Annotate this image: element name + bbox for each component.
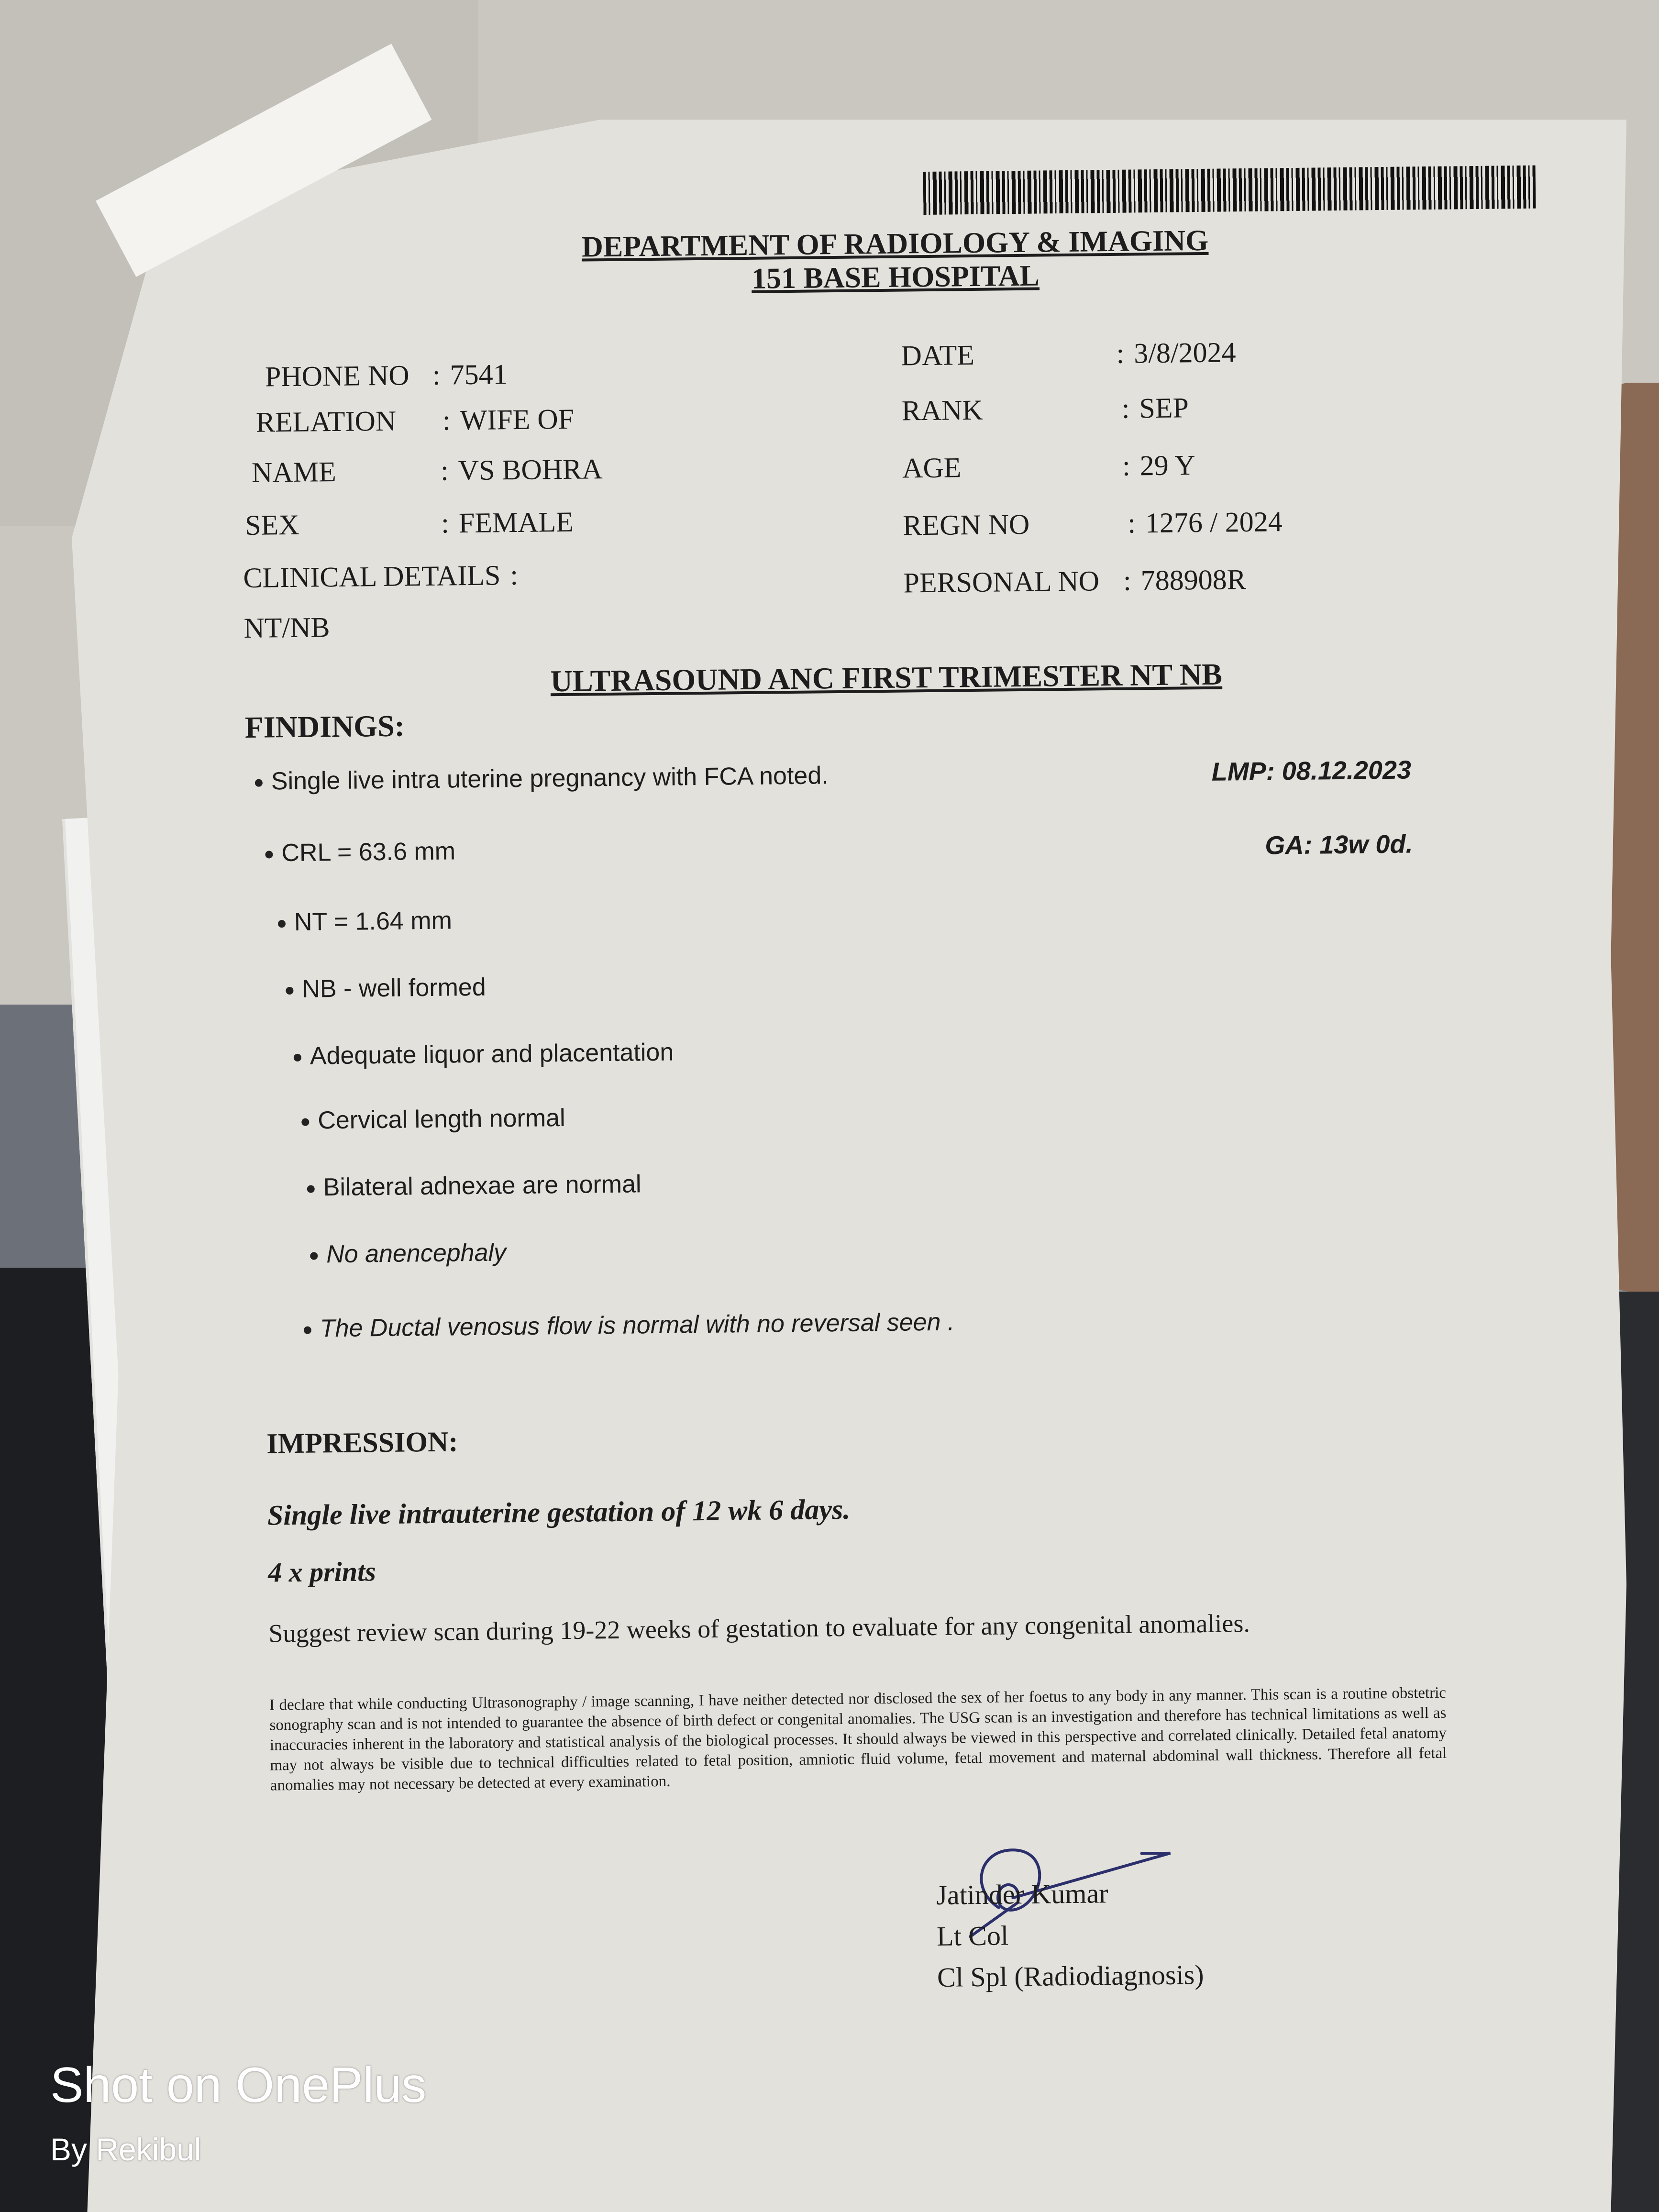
finding-item: Bilateral adnexae are normal <box>307 1170 641 1202</box>
finding-item: The Ductal venosus flow is normal with no reversal seen . <box>304 1308 955 1343</box>
bullet-icon <box>265 851 273 859</box>
field-age: AGE : 29 Y <box>902 449 1196 484</box>
signatory-rank: Lt Col <box>936 1920 1009 1952</box>
declaration-text: I declare that while conducting Ultrasonography / image scanning, I have neither detected nor disclosed the sex of her foetus to any body in any manner. This scan is a routine obstetric sonography scan and is not intended to guarantee the absence of birth defect or congenital anomalies. The USG scan is an investigation and therefore has technical limitations as well as inaccuracies inherent in the laboratory and statistical analysis of the biological processes. It should always be viewed in this perspective and correlated clinically. Detailed fetal anatomy may not always be visible due to technical difficulties related to fetal position, amniotic fluid volume, fetal movement and maternal abdominal wall thickness. Therefore all fetal anomalies may not necessary be detected at every examination. <box>269 1684 1447 1794</box>
camera-watermark-title: Shot on OnePlus <box>50 2057 427 2113</box>
field-value: VS BOHRA <box>458 453 603 487</box>
bullet-icon <box>310 1252 318 1260</box>
review-suggestion: Suggest review scan during 19-22 weeks of gestation to evaluate for any congenital anomalies. <box>268 1609 1250 1648</box>
bullet-icon <box>278 920 286 928</box>
field-rank: RANK : SEP <box>901 392 1189 427</box>
field-clinical-details: CLINICAL DETAILS : <box>243 559 519 594</box>
report-content <box>230 166 1541 2045</box>
field-phone: PHONE NO : 7541 <box>265 358 508 393</box>
field-value: 7541 <box>450 358 508 391</box>
signatory-name: Jatinder Kumar <box>936 1878 1108 1911</box>
impression-heading: IMPRESSION: <box>266 1426 458 1460</box>
field-regn-no: REGN NO : 1276 / 2024 <box>902 506 1283 542</box>
field-value: 3/8/2024 <box>1133 336 1236 369</box>
finding-item: CRL = 63.6 mm <box>265 837 455 867</box>
finding-item: Cervical length normal <box>301 1104 565 1135</box>
report-header <box>546 223 1245 298</box>
field-value: 29 Y <box>1139 449 1196 482</box>
bullet-icon <box>307 1185 315 1193</box>
signatory-designation: Cl Spl (Radiodiagnosis) <box>937 1959 1204 1993</box>
finding-item: Adequate liquor and placentation <box>294 1038 674 1071</box>
field-value: WIFE OF <box>460 403 575 436</box>
field-name: NAME : VS BOHRA <box>251 453 603 488</box>
bullet-icon <box>301 1118 309 1126</box>
barcode <box>923 166 1536 215</box>
ga-note: GA: 13w 0d. <box>1265 830 1413 860</box>
field-value: SEP <box>1139 392 1189 424</box>
camera-watermark-author: By Rekibul <box>50 2132 201 2167</box>
report-title: ULTRASOUND ANC FIRST TRIMESTER NT NB <box>550 657 1223 698</box>
field-sex: SEX : FEMALE <box>244 506 574 541</box>
clinical-details-value: NT/NB <box>243 611 330 644</box>
bullet-icon <box>294 1054 301 1062</box>
field-value: FEMALE <box>458 506 574 539</box>
field-date: DATE : 3/8/2024 <box>901 336 1236 372</box>
impression-text: Single live intrauterine gestation of 12 wk 6 days. <box>267 1493 851 1531</box>
findings-heading: FINDINGS: <box>244 708 405 744</box>
bullet-icon <box>255 779 263 787</box>
bullet-icon <box>304 1327 311 1334</box>
field-value: 1276 / 2024 <box>1145 506 1283 539</box>
lmp-note: LMP: 08.12.2023 <box>1211 755 1412 786</box>
finding-item: NB - well formed <box>286 973 486 1004</box>
finding-item: No anencephaly <box>310 1238 506 1269</box>
finding-item: Single live intra uterine pregnancy with FCA noted. <box>255 761 829 796</box>
department-name: DEPARTMENT OF RADIOLOGY & IMAGING <box>581 224 1209 264</box>
bullet-icon <box>286 987 293 995</box>
hospital-name: 151 BASE HOSPITAL <box>751 259 1040 295</box>
signatory-block <box>936 1872 1204 1998</box>
prints-count: 4 x prints <box>267 1556 376 1588</box>
field-personal-no: PERSONAL NO : 788908R <box>903 564 1247 599</box>
field-relation: RELATION : WIFE OF <box>255 403 575 438</box>
finding-item: NT = 1.64 mm <box>278 906 453 937</box>
field-value: 788908R <box>1140 564 1247 597</box>
